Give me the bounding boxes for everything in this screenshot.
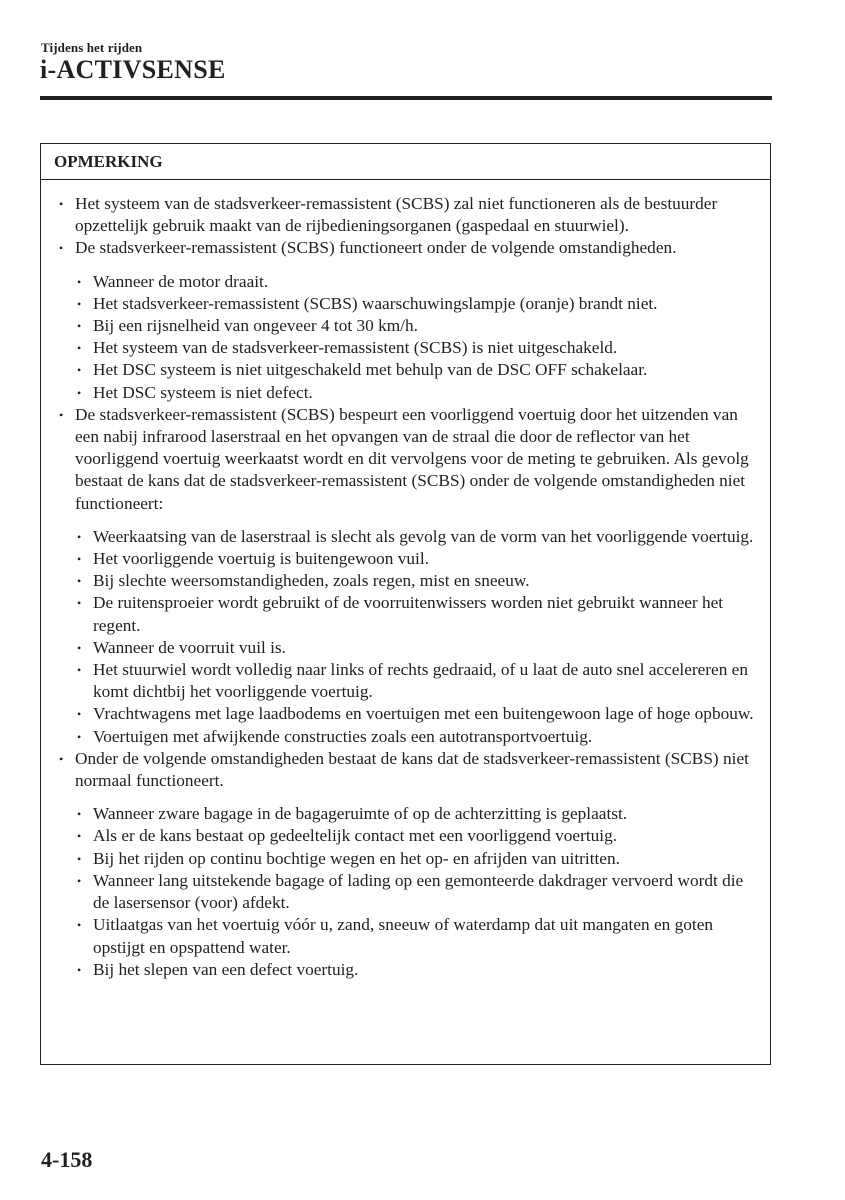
sub-bullet-item: • Het stadsverkeer-remassistent (SCBS) waarschuwingslampje (oranje) brandt niet. xyxy=(41,293,770,315)
title-rule xyxy=(40,96,772,100)
sub-list xyxy=(41,803,770,981)
sub-bullet-item: • Het voorliggende voertuig is buitengewoon vuil. xyxy=(41,548,770,570)
section-label: Tijdens het rijden xyxy=(41,40,143,55)
sub-list xyxy=(41,271,770,404)
sub-bullet-item: • Wanneer lang uitstekende bagage of lading op een gemonteerde dakdrager vervoerd wordt die de lasersensor (voor) afdekt. xyxy=(41,870,770,914)
sub-bullet-item: • Wanneer de voorruit vuil is. xyxy=(41,637,770,659)
sub-bullet-item: • Bij slechte weersomstandigheden, zoals regen, mist en sneeuw. xyxy=(41,570,770,592)
sub-bullet-item: • De ruitensproeier wordt gebruikt of de voorruitenwissers worden niet gebruikt wanneer het regent. xyxy=(41,592,770,636)
sub-bullet-item: • Bij het rijden op continu bochtige wegen en het op- en afrijden van uitritten. xyxy=(41,848,770,870)
bullet-item: • De stadsverkeer-remassistent (SCBS) functioneert onder de volgende omstandigheden. xyxy=(41,237,770,259)
note-box xyxy=(40,143,771,1065)
note-heading: OPMERKING xyxy=(41,144,770,180)
sub-bullet-item: • Wanneer zware bagage in de bagageruimte of op de achterzitting is geplaatst. xyxy=(41,803,770,825)
sub-bullet-item: • Bij een rijsnelheid van ongeveer 4 tot 30 km/h. xyxy=(41,315,770,337)
page-number: 4-158 xyxy=(41,1147,93,1172)
sub-list xyxy=(41,526,770,748)
sub-bullet-item: • Bij het slepen van een defect voertuig. xyxy=(41,959,770,981)
sub-bullet-item: • Als er de kans bestaat op gedeeltelijk contact met een voorliggend voertuig. xyxy=(41,825,770,847)
sub-bullet-item: • Het systeem van de stadsverkeer-remassistent (SCBS) is niet uitgeschakeld. xyxy=(41,337,770,359)
sub-bullet-item: • Vrachtwagens met lage laadbodems en voertuigen met een buitengewoon lage of hoge opbouw. xyxy=(41,703,770,725)
note-body xyxy=(41,193,770,981)
sub-bullet-item: • Het DSC systeem is niet uitgeschakeld met behulp van de DSC OFF schakelaar. xyxy=(41,359,770,381)
bullet-item: • Onder de volgende omstandigheden bestaat de kans dat de stadsverkeer-remassistent (SCBS) niet normaal functioneert. xyxy=(41,748,770,792)
page-title: i-ACTIVSENSE xyxy=(40,55,226,84)
sub-bullet-item: • Het DSC systeem is niet defect. xyxy=(41,382,770,404)
bullet-item: • De stadsverkeer-remassistent (SCBS) bespeurt een voorliggend voertuig door het uitzenden van een nabij infrarood laserstraal en het opvangen van de straal die door de reflector van het voorliggend voertuig weerkaatst wordt en dit vervolgens voor de meting te gebruiken. Als gevolg bestaat de kans dat de stadsverkeer-remassistent (SCBS) onder de volgende omstandigheden niet functioneert: xyxy=(41,404,770,515)
sub-bullet-item: • Weerkaatsing van de laserstraal is slecht als gevolg van de vorm van het voorliggende voertuig. xyxy=(41,526,770,548)
bullet-item: • Het systeem van de stadsverkeer-remassistent (SCBS) zal niet functioneren als de bestuurder opzettelijk gebruik maakt van de rijbedieningsorganen (gaspedaal en stuurwiel). xyxy=(41,193,770,237)
sub-bullet-item: • Voertuigen met afwijkende constructies zoals een autotransportvoertuig. xyxy=(41,726,770,748)
sub-bullet-item: • Wanneer de motor draait. xyxy=(41,271,770,293)
sub-bullet-item: • Het stuurwiel wordt volledig naar links of rechts gedraaid, of u laat de auto snel accelereren en komt dichtbij het voorliggende voertuig. xyxy=(41,659,770,703)
sub-bullet-item: • Uitlaatgas van het voertuig vóór u, zand, sneeuw of waterdamp dat uit mangaten en goten opstijgt en opspattend water. xyxy=(41,914,770,958)
